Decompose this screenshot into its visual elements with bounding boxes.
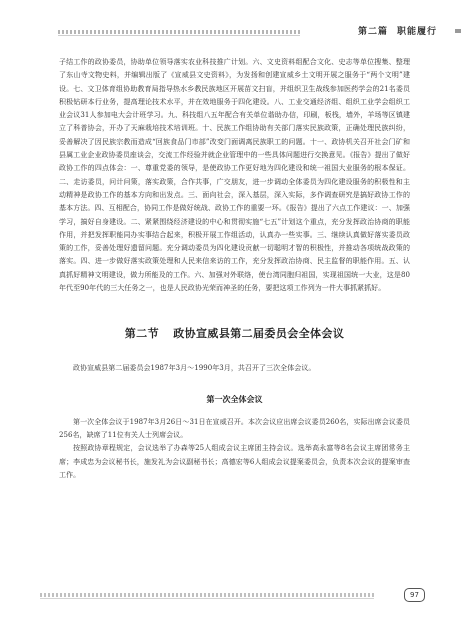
section-note: 政协宣威县第二届委员会1987年3月～1990年3月，共召开了三次全体会议。 bbox=[73, 364, 316, 373]
header-dotted-rule bbox=[58, 30, 300, 34]
page-header bbox=[0, 24, 475, 38]
subsection-heading: 第一次全体会议 bbox=[206, 394, 263, 404]
section-label: 职能履行 bbox=[397, 27, 438, 37]
body-paragraph-1: 子结工作的政协委员，协助单位领导落实农业科技推广计划。六、文史资料组配合文化、史志等单位搜集、整理了东山寺文物史料，并编辑出版了《宣威县文史资料》，为发扬和创建宣威乡土文明开展之服务于“两个文明”建设。七、文卫体育组协助教育局指导热水乡教民族地区开展苗文扫盲，并组织卫生战线参加医药学会的21名委员积极钻研本行业务，提高理论技术水平，并在效地服务于四化建设。八、工业交通经济组、组织工业学会组织工业会议31人参加电大会计班学习。九、科技组八五年配合有关单位谐助办信，印刷，板栈，墙外，羊场等区镇建立了科普协会，开办了天麻栽培技术培训班。十、民族工作组协助有关部门落实民族政策，正确处理民族纠纷，妥善解决了因民族宗教而造成“回族食品门市部”改变门面调离民族职工的问题。十一、政协机关召开社会门矿和县属工业企业政协委员座谈会，交流工作经验并就企业管理中的一些具体问题进行交换意见。《报告》提出了做好政协工作的四点体会：一、尊重党委的领导，是使政协工作更好地为四化建设和统一祖国大业服务的根本保证。二、走访委员，问计问策，落实政策，合作共事，广交朋友，进一步调动全体委员为四化建设服务的积极性和主动精神是政协工作的基本方向和出发点。三、面向社会，深入基层，深入实际，多作调查研究是搞好政协工作的基本方法。四、互相配合，协同工作是做好统战、政协工作的重要一环。《报告》提出了六点工作建议：一、加强学习，搞好自身建设。二、紧紧围绕经济建设的中心和贯彻实施“七五”计划这个重点，充分发挥政治协商的职能作用，并把发挥职能同办实事结合起来，积极开展工作组活动，认真办一些实事。三、继续认真做好落实委员政策的工作，妥善处理好遗留问题。充分调动委员为四化建设贡献一切聪明才智的积极性，并推动各项统战政策的落实。四、进一步做好落实政策处理和人民来信来访的工作，充分发挥政治协商、民主监督的职能作用。五、认真抓好精神文明建设，做力所能及的工作。六、加强对外联络，使台湾同胞归祖国，实现祖国统一大业，这是80年代至90年代的三大任务之一，也是人民政协光荣而神圣的任务，要把这项工作列为一件大事抓紧抓好。 bbox=[59, 58, 410, 293]
section-number: 第二节 bbox=[124, 327, 159, 341]
page-number: 97 bbox=[404, 588, 425, 602]
header-corner-mark bbox=[455, 29, 461, 33]
section-title-text: 政协宣威县第二届委员会全体会议 bbox=[173, 327, 345, 341]
body-paragraph-3: 按照政协章程规定，会议选举了办森等25人组成会议主席团主持会议。选举高永富等8名会议主席团常务主席；李成忠为会议秘书长，施发礼为会议副秘书长；高德宏等6人组成会议提案委员会，负责本次会议的提案审查工作。 bbox=[59, 444, 410, 479]
chapter-label: 第二篇 bbox=[358, 27, 389, 37]
page-content bbox=[59, 56, 410, 482]
body-paragraph-2: 第一次全体会议于1987年3月26日～31日在宣威召开。本次会议应出席会议委员260名，实际出席会议委员256名，缺席了11位有关人士列席会议。 bbox=[59, 417, 410, 439]
page-footer bbox=[0, 588, 475, 610]
section-heading bbox=[59, 325, 410, 341]
footer-dotted-rule bbox=[40, 593, 374, 597]
